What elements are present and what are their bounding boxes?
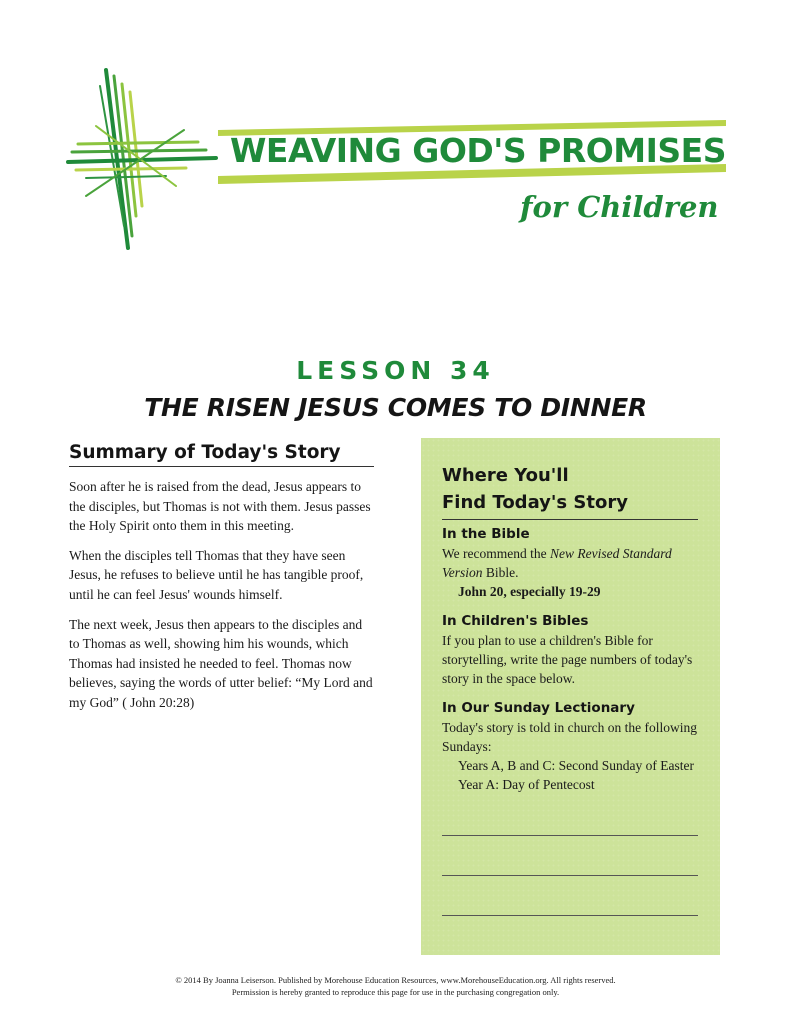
- lectionary-item: Years A, B and C: Second Sunday of Easter: [458, 758, 694, 773]
- story-location-panel: [421, 438, 720, 955]
- copyright-line: © 2014 By Joanna Leiserson. Published by Morehouse Education Resources, www.MorehouseEducation.org. All rights reserved.: [175, 975, 616, 985]
- panel-heading-line1: Where You'll: [442, 465, 569, 486]
- bible-heading: In the Bible: [442, 526, 530, 542]
- write-in-line[interactable]: [442, 875, 698, 876]
- bible-text-suffix: Bible.: [482, 565, 519, 580]
- lectionary-heading: In Our Sunday Lectionary: [442, 700, 635, 716]
- bible-text-prefix: We recommend the: [442, 546, 550, 561]
- summary-paragraph: Soon after he is raised from the dead, Jesus appears to the disciples, but Thomas is not with them. Jesus passes the Holy Spirit onto them in this meeting.: [69, 479, 371, 534]
- lesson-number: LESSON 34: [296, 356, 495, 385]
- copyright-footer: [0, 974, 791, 998]
- lesson-title: THE RISEN JESUS COMES TO DINNER: [144, 393, 647, 422]
- summary-heading: Summary of Today's Story: [69, 442, 374, 467]
- summary-paragraph: When the disciples tell Thomas that they have seen Jesus, he refuses to believe until he has tangible proof, until he can feel Jesus' wounds himself.: [69, 547, 364, 602]
- lectionary-item: Year A: Day of Pentecost: [458, 777, 595, 792]
- woven-cross-icon: [66, 66, 226, 252]
- summary-paragraph: The next week, Jesus then appears to the disciples and to Thomas as well, showing him his wounds, which Thomas had insisted he needed to feel. Thomas now believes, saying the words of utter belief: “My Lord and my God” ( John 20:28): [69, 616, 373, 710]
- brand-title: WEAVING GOD'S PROMISES: [230, 131, 726, 170]
- bible-text: [442, 544, 698, 582]
- permission-line: Permission is hereby granted to reproduce this page for use in the purchasing congregation only.: [231, 987, 560, 997]
- summary-section: [69, 442, 374, 713]
- panel-heading-line2: Find Today's Story: [442, 492, 628, 513]
- childrens-bibles-text: If you plan to use a children's Bible for storytelling, write the page numbers of today's story in the space below.: [442, 633, 693, 686]
- bible-version: New Revised Standard Version: [442, 546, 672, 580]
- lectionary-text: Today's story is told in church on the following Sundays:: [442, 720, 697, 754]
- brand-subtitle: for Children: [520, 190, 719, 224]
- write-in-line[interactable]: [442, 915, 698, 916]
- bible-reference: John 20, especially 19-29: [458, 584, 601, 599]
- write-in-line[interactable]: [442, 835, 698, 836]
- panel-heading: [442, 462, 698, 520]
- childrens-bibles-heading: In Children's Bibles: [442, 613, 589, 629]
